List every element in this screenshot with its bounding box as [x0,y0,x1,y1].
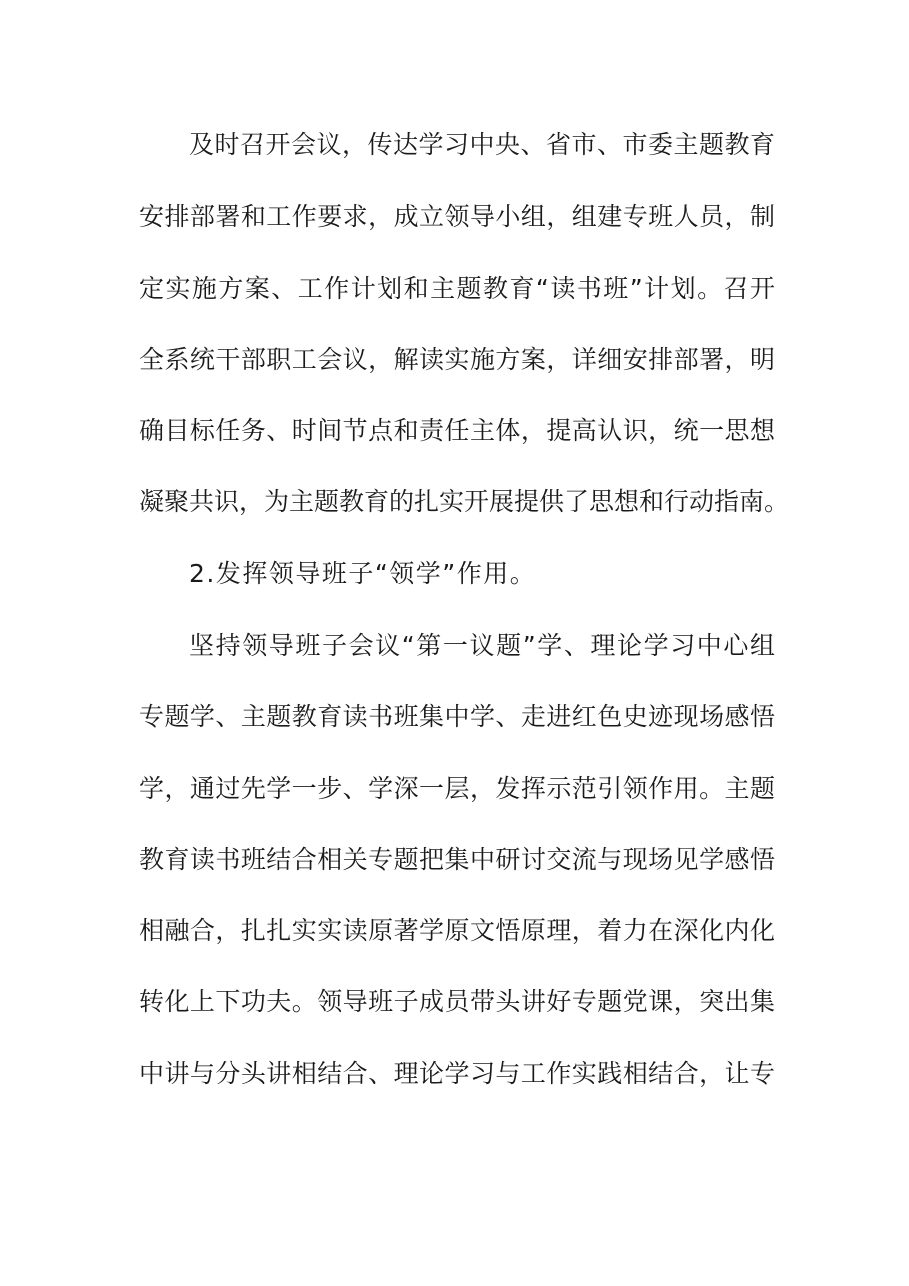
paragraph-2-line-1: 坚持领导班子会议“第一议题”学、理论学习中心组 [189,631,775,660]
paragraph-1-line-5: 确目标任务、时间节点和责任主体，提高认识，统一思想 [139,416,775,445]
paragraph-1-line-3: 定实施方案、工作计划和主题教育“读书班”计划。召开 [139,274,775,303]
paragraph-2-line-3: 学，通过先学一步、学深一层，发挥示范引领作用。主题 [139,774,775,803]
paragraph-1-line-4: 全系统干部职工会议，解读实施方案，详细安排部署，明 [139,345,775,374]
section-heading-2: 2.发挥领导班子“领学”作用。 [189,559,537,588]
paragraph-1-line-1: 及时召开会议，传达学习中央、省市、市委主题教育 [189,130,775,159]
paragraph-1-line-6: 凝聚共识，为主题教育的扎实开展提供了思想和行动指南。 [139,487,790,516]
paragraph-2-line-7: 中讲与分头讲相结合、理论学习与工作实践相结合，让专 [139,1059,775,1088]
paragraph-2-line-5: 相融合，扎扎实实读原著学原文悟原理，着力在深化内化 [139,916,775,945]
paragraph-1-line-2: 安排部署和工作要求，成立领导小组，组建专班人员，制 [139,202,775,231]
paragraph-2-line-4: 教育读书班结合相关专题把集中研讨交流与现场见学感悟 [139,845,775,874]
paragraph-2-line-2: 专题学、主题教育读书班集中学、走进红色史迹现场感悟 [139,702,775,731]
paragraph-2-line-6: 转化上下功夫。领导班子成员带头讲好专题党课，突出集 [139,987,775,1016]
